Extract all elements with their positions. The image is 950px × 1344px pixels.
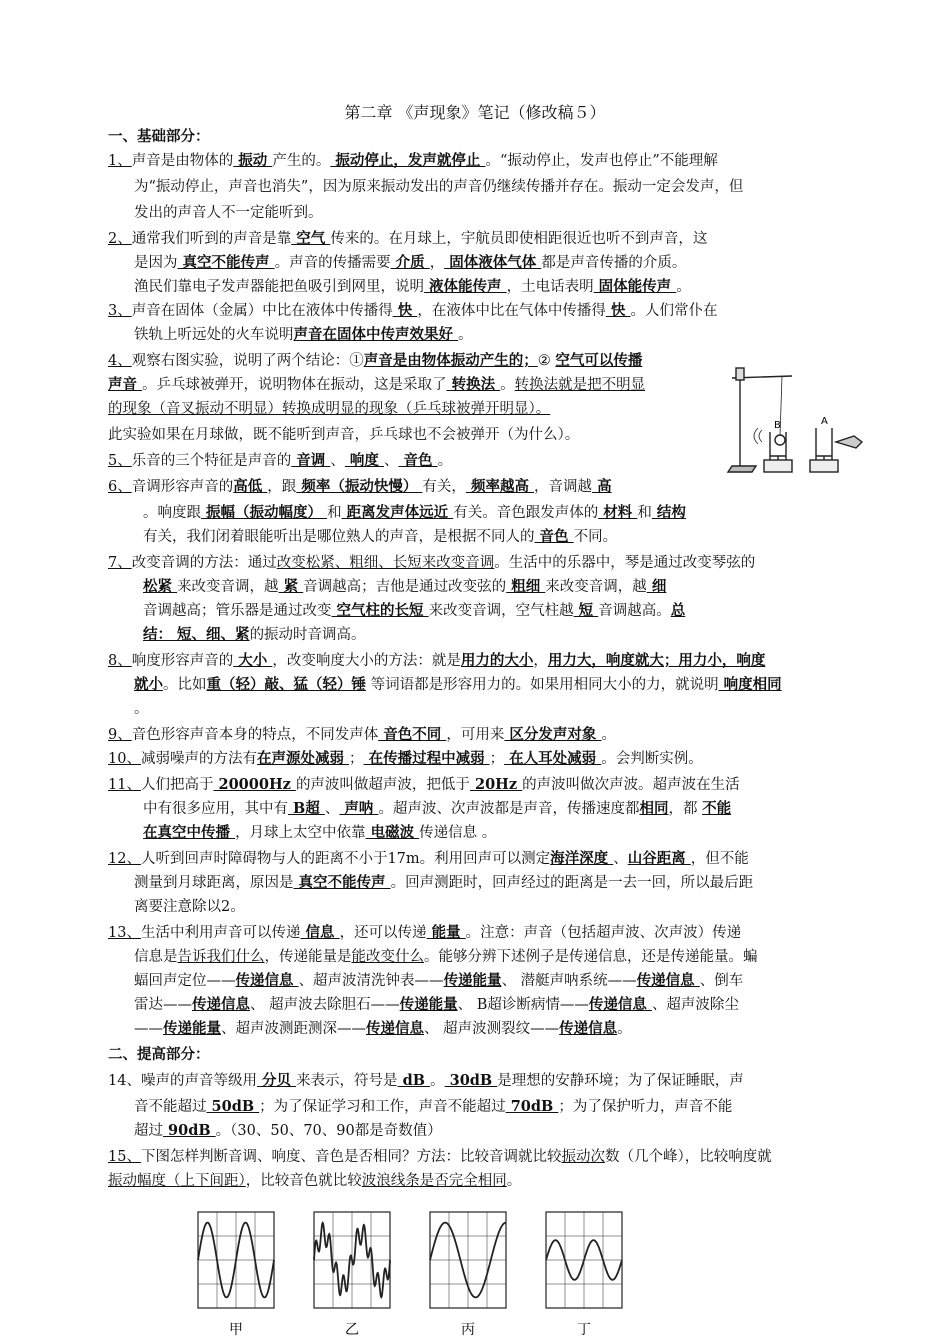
section-advanced-heading: 二、提高部分： <box>108 1046 210 1063</box>
stand-base <box>728 466 756 472</box>
item-4-line-2: 声音 。乒乓球被弹开，说明物体在振动，这是采取了 转换法 。转换法就是把不明显 <box>108 376 646 393</box>
item-13-line-3: 蝠回声定位——传递信息 、超声波清洗钟表——传递能量、 潜艇声呐系统——传递信息 、倒车 <box>134 972 744 989</box>
item-4-line-3: 的现象（音叉振动不明显）转换成明显的现象（乒乓球被弹开明显）。 <box>108 401 551 417</box>
hammer <box>836 436 862 448</box>
item-7-line-3: 音调越高；管乐器是通过改变 空气柱的长短 来改变音调，空气柱越 短 音调越高。总 <box>143 602 686 619</box>
fork-a-label: A <box>821 416 828 427</box>
fork-a-base <box>810 460 838 472</box>
item-2-line-2: 是因为 真空不能传声 。声音的传播需要 介质 ， 固体液体气体 都是声音传播的介质。 <box>134 254 687 271</box>
item-2-line-1: 2、通常我们听到的声音是靠 空气 传来的。在月球上，宇航员即使相距很近也听不到声音，这 <box>108 230 708 247</box>
fork-a <box>816 428 832 460</box>
item-3-line-1: 3、声音在固体（金属）中比在液体中传播得 快 ，在液体中比在气体中传播得 快 。人们常仆在 <box>108 302 718 319</box>
wave-label-ding: 丁 <box>577 1322 591 1338</box>
page-title: 第二章 《声现象》笔记（修改稿５） <box>344 103 606 122</box>
item-6-line-1: 6、音调形容声音的高低 ，跟 频率（振动快慢） 有关， 频率越高 ，音调越 高 <box>108 478 612 495</box>
item-13-line-2: 信息是告诉我们什么，传递能量是能改变什么。能够分辨下述例子是传递信息，还是传递能量。蝙 <box>134 949 758 965</box>
item-8-line-3: 。 <box>134 701 149 717</box>
item-13-line-5: ——传递能量、超声波测距测深——传递信息、 超声波测裂纹——传递信息。 <box>134 1020 632 1037</box>
ping-pong-ball <box>775 435 785 445</box>
section-basic-heading: 一、基础部分： <box>108 128 210 145</box>
item-13-line-4: 雷达——传递信息、 超声波去除胆石——传递能量、 B超诊断病情——传递信息 、超声波除尘 <box>134 996 739 1013</box>
item-11-line-1: 11、人们把高于 20000Hz 的声波叫做超声波，把低于 20Hz 的声波叫做次声波。超声波在生活 <box>108 776 740 793</box>
item-12-line-2: 测量到月球距离，原因是 真空不能传声 。回声测距时，回声经过的距离是一去一回，所以最后距 <box>134 874 754 891</box>
item-7-line-1: 7、改变音调的方法：通过改变松紧、粗细、长短来改变音调。生活中的乐器中，琴是通过改变琴弦的 <box>108 555 756 571</box>
item-4-line-1: 4、观察右图实验，说明了两个结论：①声音是由物体振动产生的；② 空气可以传播 <box>108 352 643 369</box>
item-5-line-1: 5、乐音的三个特征是声音的 音调 、 响度 、 音色 。 <box>108 452 453 469</box>
item-15-line-2: 振动幅度（上下间距），比较音色就比较波浪线条是否完全相同。 <box>108 1173 522 1189</box>
tuning-fork-apparatus-figure <box>722 356 870 482</box>
item-12-line-3: 离要注意除以2。 <box>134 899 245 915</box>
item-10-line-1: 10、减弱噪声的方法有在声源处减弱 ； 在传播过程中减弱 ； 在人耳处减弱 。会判断实例。 <box>108 750 703 767</box>
item-12-line-1: 12、人听到回声时障碍物与人的距离不小于17m。利用回声可以测定海洋深度 、山谷距离 ，但不能 <box>108 850 749 867</box>
waveform-figure <box>194 1208 644 1338</box>
fork-b-base <box>764 460 792 472</box>
item-7-line-2: 松紧 来改变音调，越 紧 音调越高；吉他是通过改变弦的 粗细 来改变音调，越 细 <box>143 578 667 595</box>
item-8-line-1: 8、响度形容声音的 大小 ，改变响度大小的方法：就是用力的大小，用力大，响度就大；用力小，响度 <box>108 652 766 669</box>
item-11-line-2: 中有很多应用，其中有 B超 、 声呐 。超声波、次声波都是声音，传播速度都相同，都 不能 <box>143 800 732 817</box>
item-6-line-2: 。响度跟 振幅（振动幅度） 和 距离发声体远近 有关。音色跟发声体的 材料 和 结构 <box>143 504 686 521</box>
item-8-line-2: 就小。比如重（轻）敲、猛（轻）锤 等词语都是形容用力的。如果用相同大小的力，就说明 响度相同 <box>134 676 782 693</box>
item-13-line-1: 13、生活中利用声音可以传递 信息 ，还可以传递 能量 。注意：声音（包括超声波、次声波）传递 <box>108 924 742 941</box>
wave-label-yi: 乙 <box>345 1322 359 1338</box>
item-14-line-3: 超过 90dB 。（30、50、70、90都是奇数值） <box>134 1122 442 1139</box>
item-14-line-2: 音不能超过 50dB ；为了保证学习和工作，声音不能超过 70dB ；为了保护听力，声音不能 <box>134 1098 733 1115</box>
item-3-line-2: 铁轨上听远处的火车说明声音在固体中传声效果好 。 <box>134 326 473 343</box>
item-11-line-3: 在真空中传播 ，月球上太空中依靠 电磁波 传递信息 。 <box>143 824 497 841</box>
wave-label-bing: 丙 <box>461 1322 475 1338</box>
item-7-line-4: 结： 短、细、紧的振动时音调高。 <box>143 626 366 643</box>
item-1-line-1: 1、声音是由物体的 振动 产生的。 振动停止，发声就停止 。“振动停止，发声也停止”不能理解 <box>108 152 718 169</box>
fork-b-label: B <box>774 420 781 431</box>
sound-wave-marks <box>754 428 762 444</box>
item-9-line-1: 9、音色形容声音本身的特点，不同发声体 音色不同 ，可用来 区分发声对象 。 <box>108 726 616 743</box>
item-2-line-3: 渔民们靠电子发声器能把鱼吸引到网里，说明 液体能传声 ，土电话表明 固体能传声 。 <box>134 278 691 295</box>
wave-label-jia: 甲 <box>229 1322 243 1338</box>
item-1-line-3: 发出的声音人不一定能听到。 <box>134 205 323 221</box>
item-1-line-2: 为“振动停止，声音也消失”，因为原来振动发出的声音仍继续传播并存在。振动一定会发声，但 <box>134 179 744 195</box>
item-4-line-4: 此实验如果在月球做，既不能听到声音，乒乓球也不会被弹开（为什么）。 <box>108 427 580 443</box>
item-14-line-1: 14、噪声的声音等级用 分贝 来表示，符号是 dB 。 30dB 是理想的安静环境；为了保证睡眠，声 <box>108 1072 744 1089</box>
stand-clamp <box>736 368 744 380</box>
item-15-line-1: 15、下图怎样判断音调、响度、音色是否相同？方法：比较音调就比较振动次数（几个峰），比较响度就 <box>108 1149 772 1165</box>
item-6-line-3: 有关，我们闭着眼能听出是哪位熟人的声音，是根据不同人的 音色 不同。 <box>143 528 618 545</box>
